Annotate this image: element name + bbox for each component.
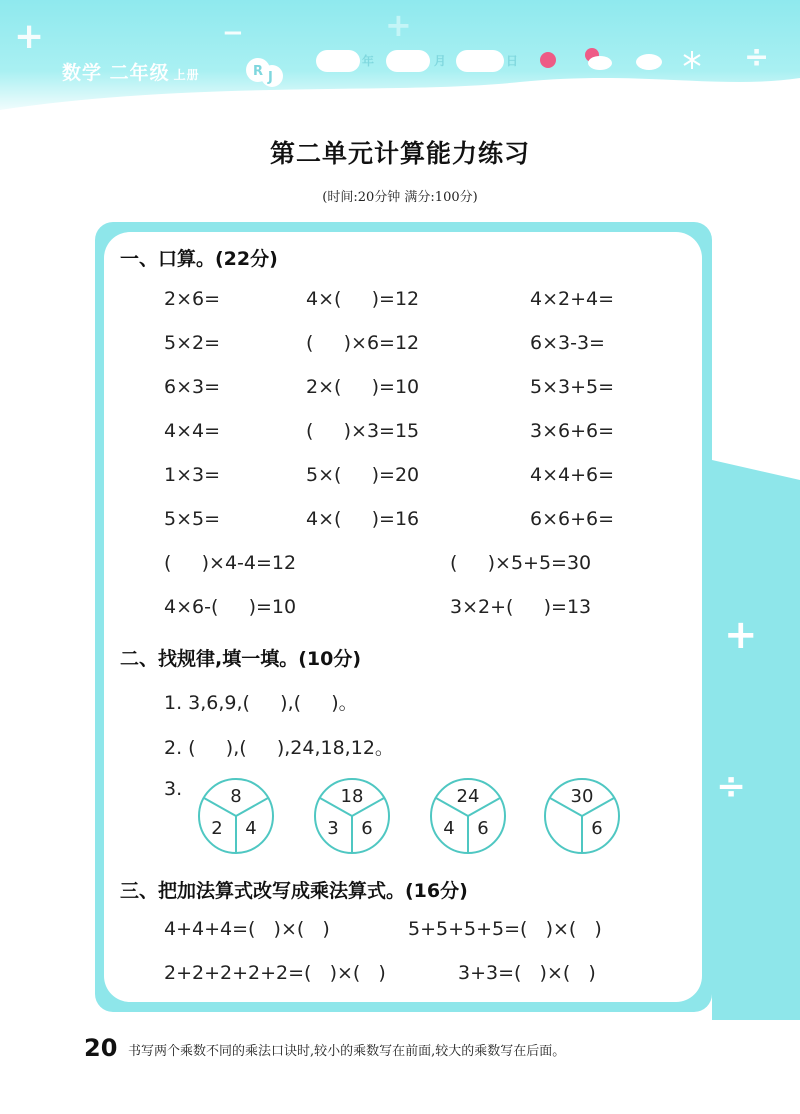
time-score-note: (时间:20分钟 满分:100分)	[322, 190, 478, 205]
math-item[interactable]: 4×2+4=	[530, 288, 615, 310]
math-item[interactable]: 2×( )=10	[306, 376, 420, 398]
year-label: 年	[362, 54, 375, 68]
snow-icon[interactable]	[682, 50, 702, 70]
circle-left-number: 4	[443, 818, 455, 839]
circle-left-number: 2	[211, 818, 223, 839]
side-decoration	[700, 460, 800, 1020]
section-heading: 一、口算。(22分)	[120, 248, 278, 270]
minus-decoration: −	[222, 18, 244, 48]
section-heading: 三、把加法算式改写成乘法算式。(16分)	[120, 880, 468, 902]
pattern-item[interactable]: 1. 3,6,9,( ),( )。	[164, 692, 358, 714]
math-item[interactable]: 4×4=	[164, 420, 221, 442]
circle-right-number: 4	[245, 818, 257, 839]
plus-decoration: +	[724, 612, 758, 658]
math-item[interactable]: 4+4+4=( )×( )	[164, 918, 330, 940]
circle-top-number: 18	[340, 786, 364, 807]
math-item[interactable]: 3+3=( )×( )	[458, 962, 596, 984]
number-circle[interactable]	[196, 776, 276, 856]
pattern-item-label: 3.	[164, 778, 183, 800]
math-item[interactable]: 5×2=	[164, 332, 221, 354]
math-item[interactable]: 5×5=	[164, 508, 221, 530]
math-item[interactable]: 2×6=	[164, 288, 221, 310]
number-circle[interactable]	[542, 776, 622, 856]
sunny-icon[interactable]	[538, 50, 558, 70]
plus-decoration: +	[14, 16, 45, 57]
circle-right-number: 6	[477, 818, 489, 839]
svg-text:R: R	[253, 64, 264, 79]
circle-left-number: 3	[327, 818, 339, 839]
page-title: 第二单元计算能力练习	[269, 139, 530, 168]
divide-decoration: ÷	[744, 40, 770, 75]
math-item[interactable]: 5+5+5+5=( )×( )	[408, 918, 602, 940]
math-item[interactable]: 4×( )=16	[306, 508, 420, 530]
rj-badge-icon	[244, 56, 286, 90]
math-item[interactable]: 4×( )=12	[306, 288, 420, 310]
math-item[interactable]: 3×2+( )=13	[450, 596, 592, 618]
math-item[interactable]: 5×( )=20	[306, 464, 420, 486]
number-circle[interactable]	[312, 776, 392, 856]
math-item[interactable]: 2+2+2+2+2=( )×( )	[164, 962, 386, 984]
tip-text: 书写两个乘数不同的乘法口诀时,较小的乘数写在前面,较大的乘数写在后面。	[128, 1044, 566, 1059]
page-number: 20	[84, 1034, 118, 1062]
day-field[interactable]	[456, 50, 504, 72]
math-item[interactable]: ( )×6=12	[306, 332, 420, 354]
math-item[interactable]: 3×6+6=	[530, 420, 615, 442]
math-item[interactable]: ( )×5+5=30	[450, 552, 592, 574]
svg-text:J: J	[268, 70, 273, 85]
cloudy-icon[interactable]	[634, 50, 664, 72]
plus-decoration: +	[385, 6, 412, 44]
math-item[interactable]: ( )×3=15	[306, 420, 420, 442]
math-item[interactable]: 6×6+6=	[530, 508, 615, 530]
math-item[interactable]: 6×3=	[164, 376, 221, 398]
section-heading: 二、找规律,填一填。(10分)	[120, 648, 362, 670]
math-item[interactable]: 4×6-( )=10	[164, 596, 297, 618]
month-field[interactable]	[386, 50, 430, 72]
circle-top-number: 30	[570, 786, 594, 807]
month-label: 月	[434, 54, 447, 68]
math-item[interactable]: 1×3=	[164, 464, 221, 486]
math-item[interactable]: ( )×4-4=12	[164, 552, 297, 574]
circle-right-number: 6	[361, 818, 373, 839]
circle-right-number: 6	[591, 818, 603, 839]
math-item[interactable]: 6×3-3=	[530, 332, 605, 354]
brand-title: 数学 二年级 上册	[62, 62, 200, 84]
pattern-item[interactable]: 2. ( ),( ),24,18,12。	[164, 737, 394, 759]
circle-top-number: 24	[456, 786, 480, 807]
year-field[interactable]	[316, 50, 360, 72]
math-item[interactable]: 4×4+6=	[530, 464, 615, 486]
partly-cloudy-icon[interactable]	[580, 46, 614, 72]
divide-decoration: ÷	[716, 766, 747, 807]
number-circle[interactable]	[428, 776, 508, 856]
day-label: 日	[506, 54, 519, 68]
math-item[interactable]: 5×3+5=	[530, 376, 615, 398]
circle-top-number: 8	[230, 786, 242, 807]
